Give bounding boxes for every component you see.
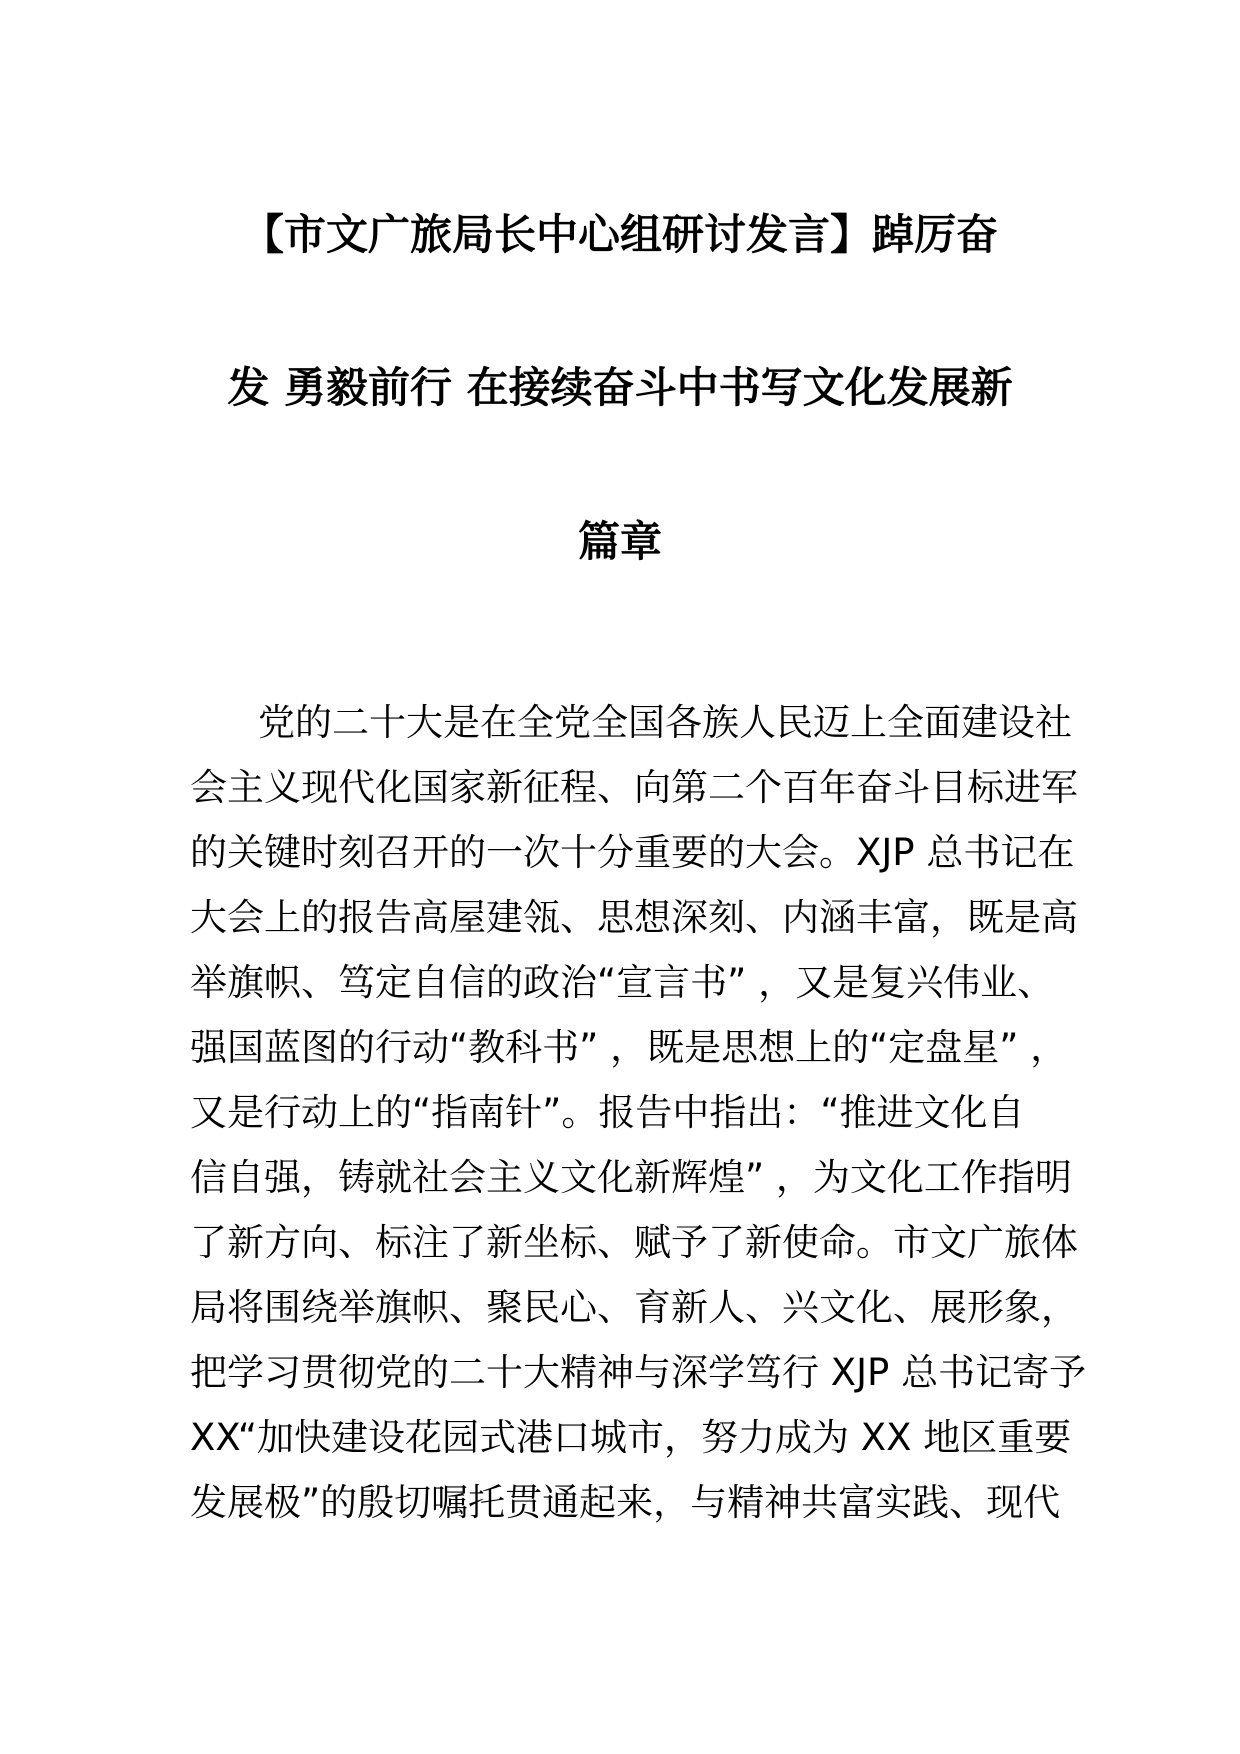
body-text-line: 会主义现代化国家新征程、向第二个百年奋斗目标进军: [190, 766, 1078, 809]
body-text-line: 局将围绕举旗帜、聚民心、育新人、兴文化、展形象，: [190, 1286, 1078, 1329]
body-text-line: 的关键时刻召开的一次十分重要的大会。XJP 总书记在: [190, 831, 1075, 874]
document-title-line-2: 发 勇毅前行 在接续奋斗中书写文化发展新: [227, 363, 1013, 412]
body-text-line: 发展极”的殷切嘱托贯通起来，与精神共富实践、现代: [190, 1481, 1061, 1524]
body-text-line: 大会上的报告高屋建瓴、思想深刻、内涵丰富，既是高: [190, 896, 1078, 939]
body-text-line: 党的二十大是在全党全国各族人民迈上全面建设社: [258, 701, 1072, 744]
body-text-line: 把学习贯彻党的二十大精神与深学笃行 XJP 总书记寄予: [190, 1351, 1087, 1394]
body-text-line: 信自强，铸就社会主义文化新辉煌” ，为文化工作指明: [190, 1156, 1072, 1199]
body-text-line: 又是行动上的“指南针”。报告中指出：“推进文化自: [190, 1091, 1025, 1134]
body-text-line: 举旗帜、笃定自信的政治“宣言书” ，又是复兴伟业、: [190, 961, 1055, 1004]
body-text-line: 了新方向、标注了新坐标、赋予了新使命。市文广旅体: [190, 1221, 1078, 1264]
body-text-line: 强国蓝图的行动“教科书” ，既是思想上的“定盘星” ，: [190, 1026, 1068, 1069]
document-title-line-1: 【市文广旅局长中心组研讨发言】踔厉奋: [241, 210, 998, 259]
body-text-line: XX“加快建设花园式港口城市，努力成为 XX 地区重要: [190, 1416, 1072, 1459]
document-title-line-3: 篇章: [577, 517, 662, 566]
